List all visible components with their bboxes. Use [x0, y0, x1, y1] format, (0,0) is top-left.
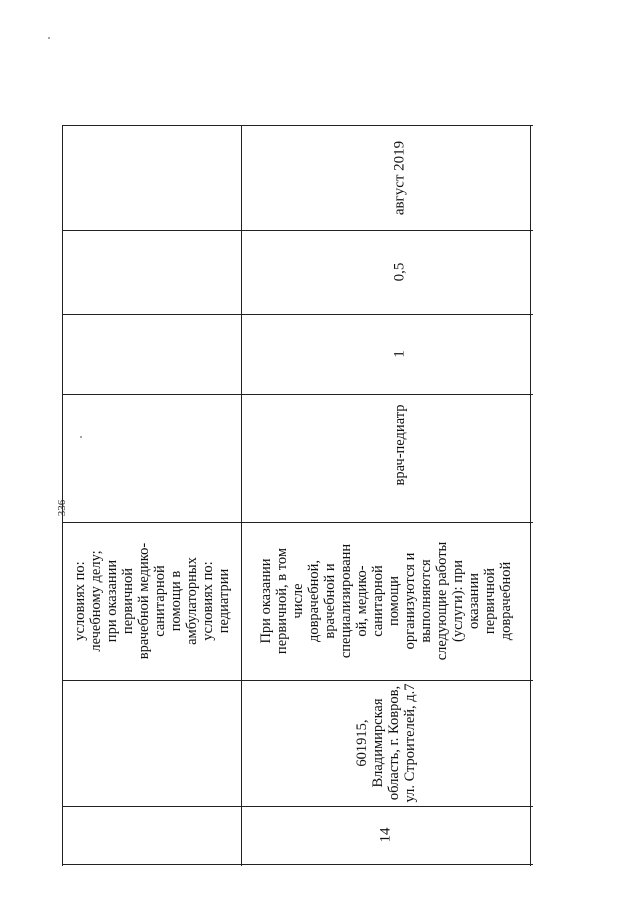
page-number: 336: [56, 499, 68, 517]
address-text: 601915, Владимирская область, г. Ковров, ул. Строителей, д.7: [353, 683, 418, 803]
row-number: 14: [377, 827, 393, 843]
services-text: При оказании первичной, в том числе доврачебной, врачебной и специализированн ой, медико- санитарной помощи организуются и выполняются следующие работы (услуги): при оказании первичной доврачебной: [257, 541, 514, 661]
rate-value: 0,5: [391, 262, 407, 282]
staffing-table: [62, 125, 533, 866]
table-cell: [241, 230, 530, 314]
date-value: август 2019: [391, 140, 407, 216]
table-cell: [241, 314, 530, 394]
table-cell: [241, 394, 530, 522]
table-cell: [241, 126, 530, 230]
count-value: 1: [391, 350, 407, 358]
table-cell: [241, 680, 530, 806]
table-rule: [63, 864, 533, 865]
scan-speck: [48, 37, 50, 39]
table-rule: [530, 126, 531, 866]
services-continuation-text: условиях по: лечебному делу; при оказании первичной врачебной медико- санитарной помощи в амбулаторных условиях по: педиатрии: [72, 542, 232, 660]
table-cell: [241, 806, 530, 864]
table-cell: [241, 522, 530, 680]
position-text: врач-педиатр: [391, 404, 408, 486]
table-cell: [63, 522, 241, 680]
